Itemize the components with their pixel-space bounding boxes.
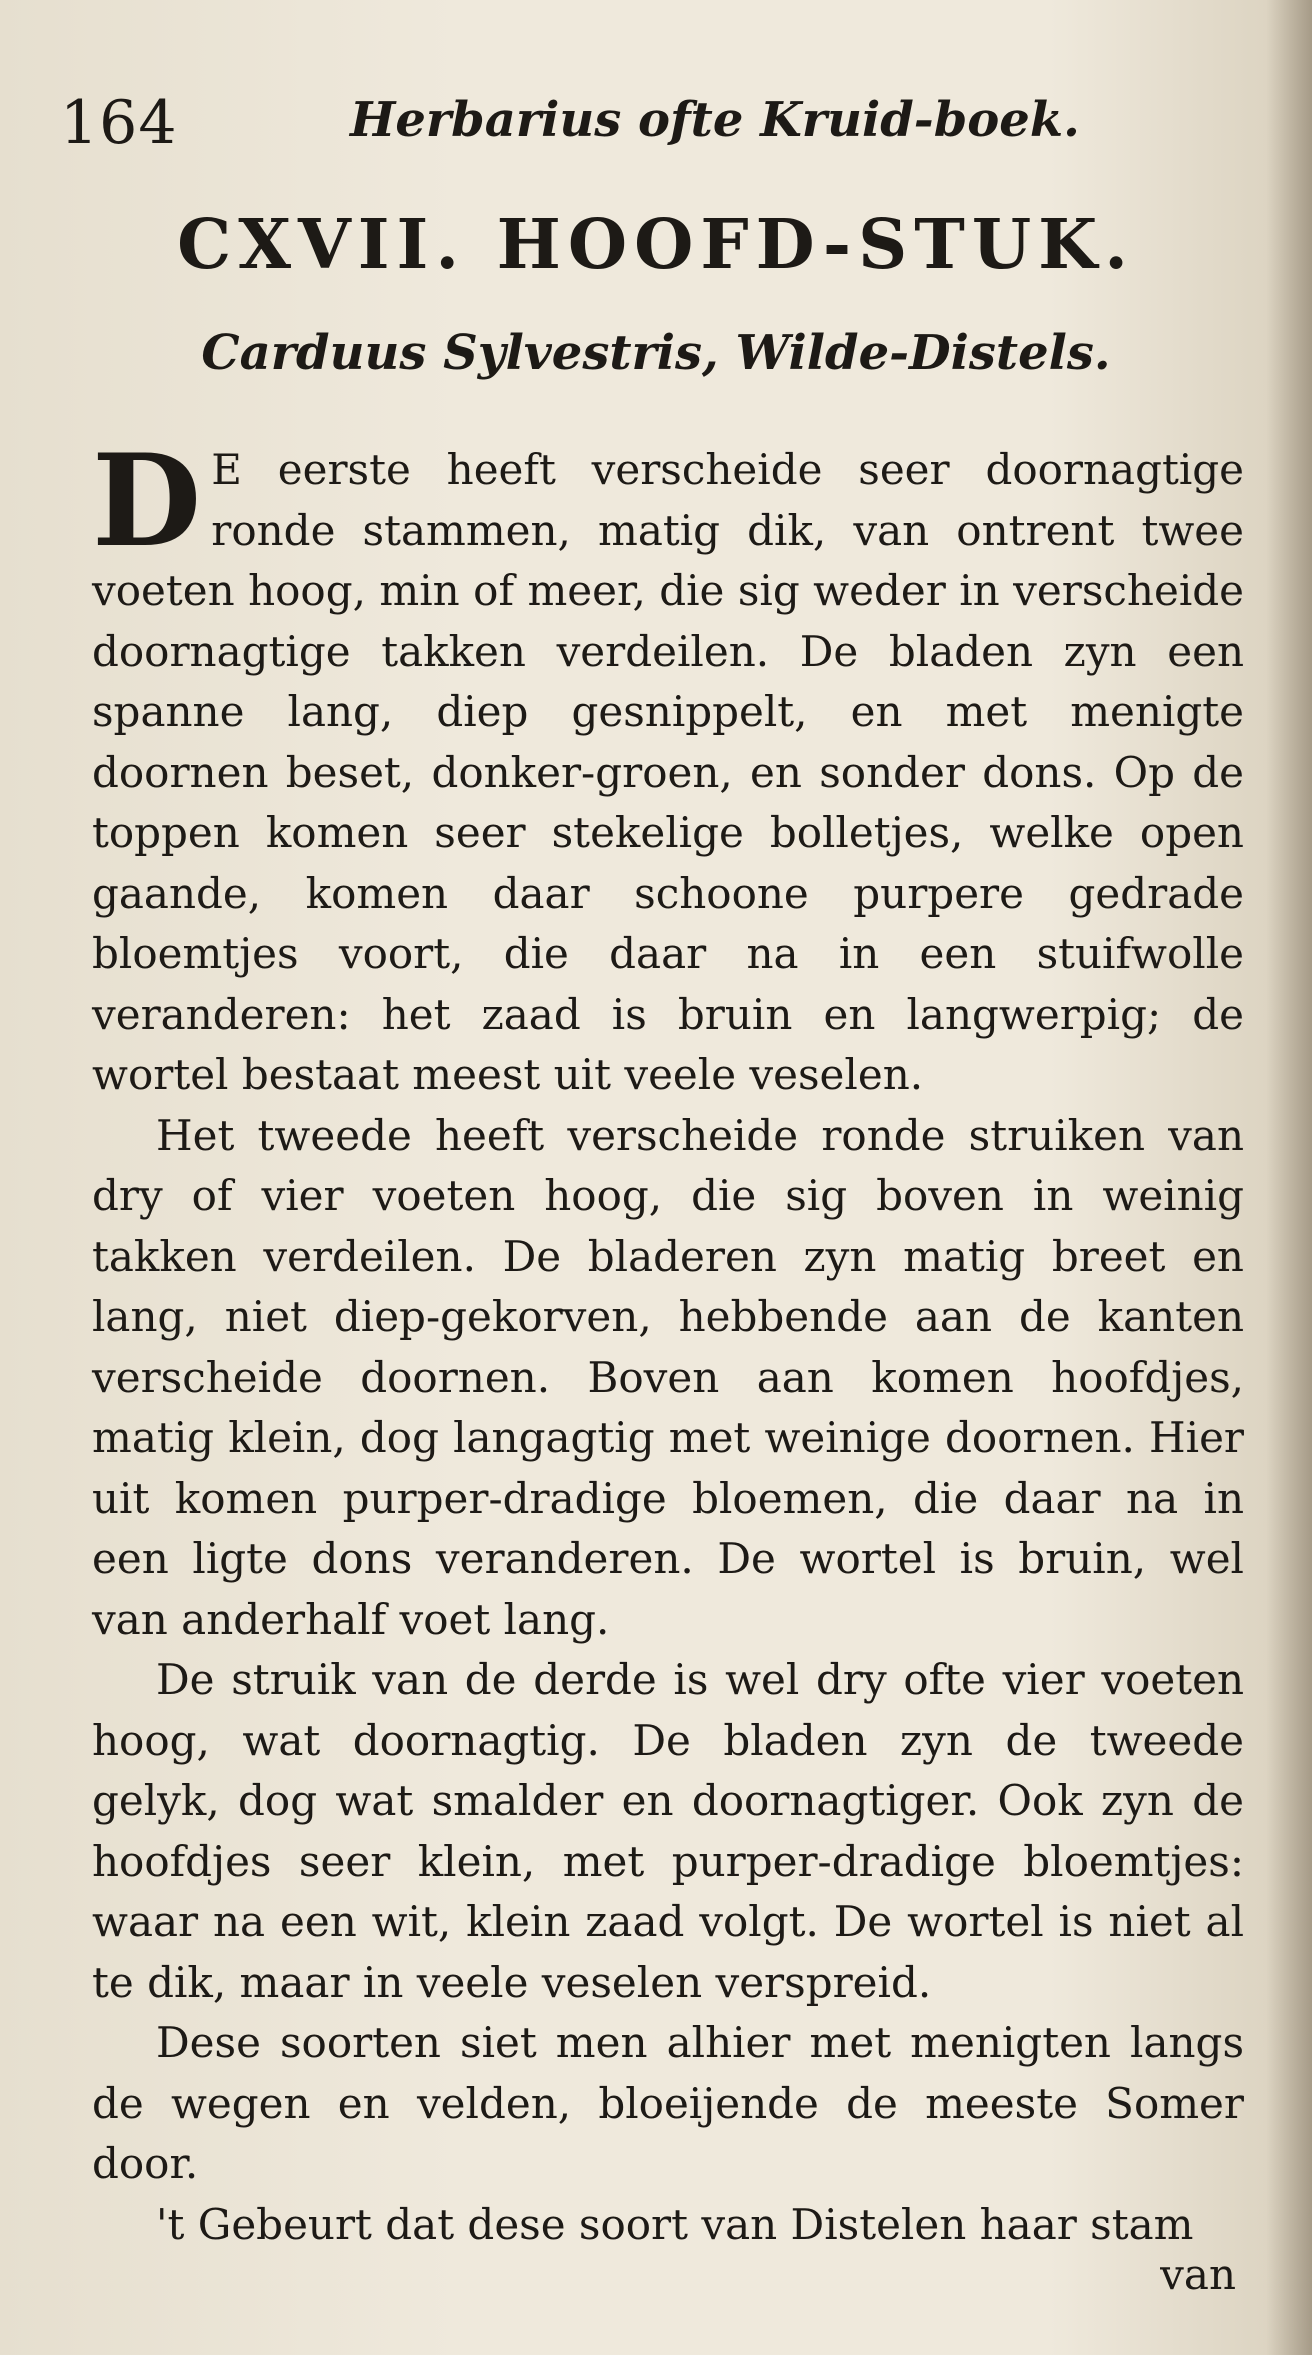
- running-title: Herbarius ofte Kruid-boek.: [350, 92, 1080, 148]
- running-head: [60, 88, 1252, 158]
- paragraph-3: De struik van de derde is wel dry ofte vier voeten hoog, wat doornagtig. De bladen zyn de tweede gelyk, dog wat smalder en doornagtiger. Ook zyn de hoofdjes seer klein, met purper-dradige bloemtjes: waar na een wit, klein zaad volgt. De wortel is niet al te dik, maar in veele veselen verspreid.: [92, 1655, 1244, 2007]
- drop-cap: D: [92, 427, 202, 575]
- paragraph-4: Dese soorten siet men alhier met menigten langs de wegen en velden, bloeijende de meeste Somer door.: [92, 2018, 1244, 2188]
- paragraph-5: 't Gebeurt dat dese soort van Distelen haar stam: [156, 2199, 1194, 2249]
- paragraph-2: Het tweede heeft verscheide ronde struiken van dry of vier voeten hoog, die sig boven in weinig takken verdeilen. De bladeren zyn matig breet en lang, niet diep-gekorven, hebbende aan de kanten verscheide doornen. Boven aan komen hoofdjes, matig klein, dog langagtig met weinige doornen. Hier uit komen purper-dradige bloemen, die daar na in een ligte dons veranderen. De wortel is bruin, wel van anderhalf voet lang.: [92, 1110, 1244, 1644]
- paragraph-1-text: E eerste heeft verscheide seer doornagtige ronde stammen, matig dik, van ontrent twee voeten hoog, min of meer, die sig weder in verscheide doornagtige takken verdeilen. De bladen zyn een spanne lang, diep gesnippelt, en met menigte doornen beset, donker-groen, en sonder dons. Op de toppen komen seer stekelige bolletjes, welke open gaande, komen daar schoone purpere gedrade bloemtjes voort, die daar na in een stuifwolle veranderen: het zaad is bruin en langwerpig; de wortel bestaat meest uit veele veselen.: [92, 445, 1244, 1099]
- paragraph-1: [92, 427, 1244, 1106]
- page-number: 164: [60, 88, 178, 158]
- catchword: van: [1160, 2250, 1236, 2299]
- body-text: [92, 427, 1244, 2255]
- chapter-subtitle: Carduus Sylvestris, Wilde-Distels.: [201, 325, 1111, 381]
- chapter-title: CXVII. HOOFD-STUK.: [177, 205, 1135, 285]
